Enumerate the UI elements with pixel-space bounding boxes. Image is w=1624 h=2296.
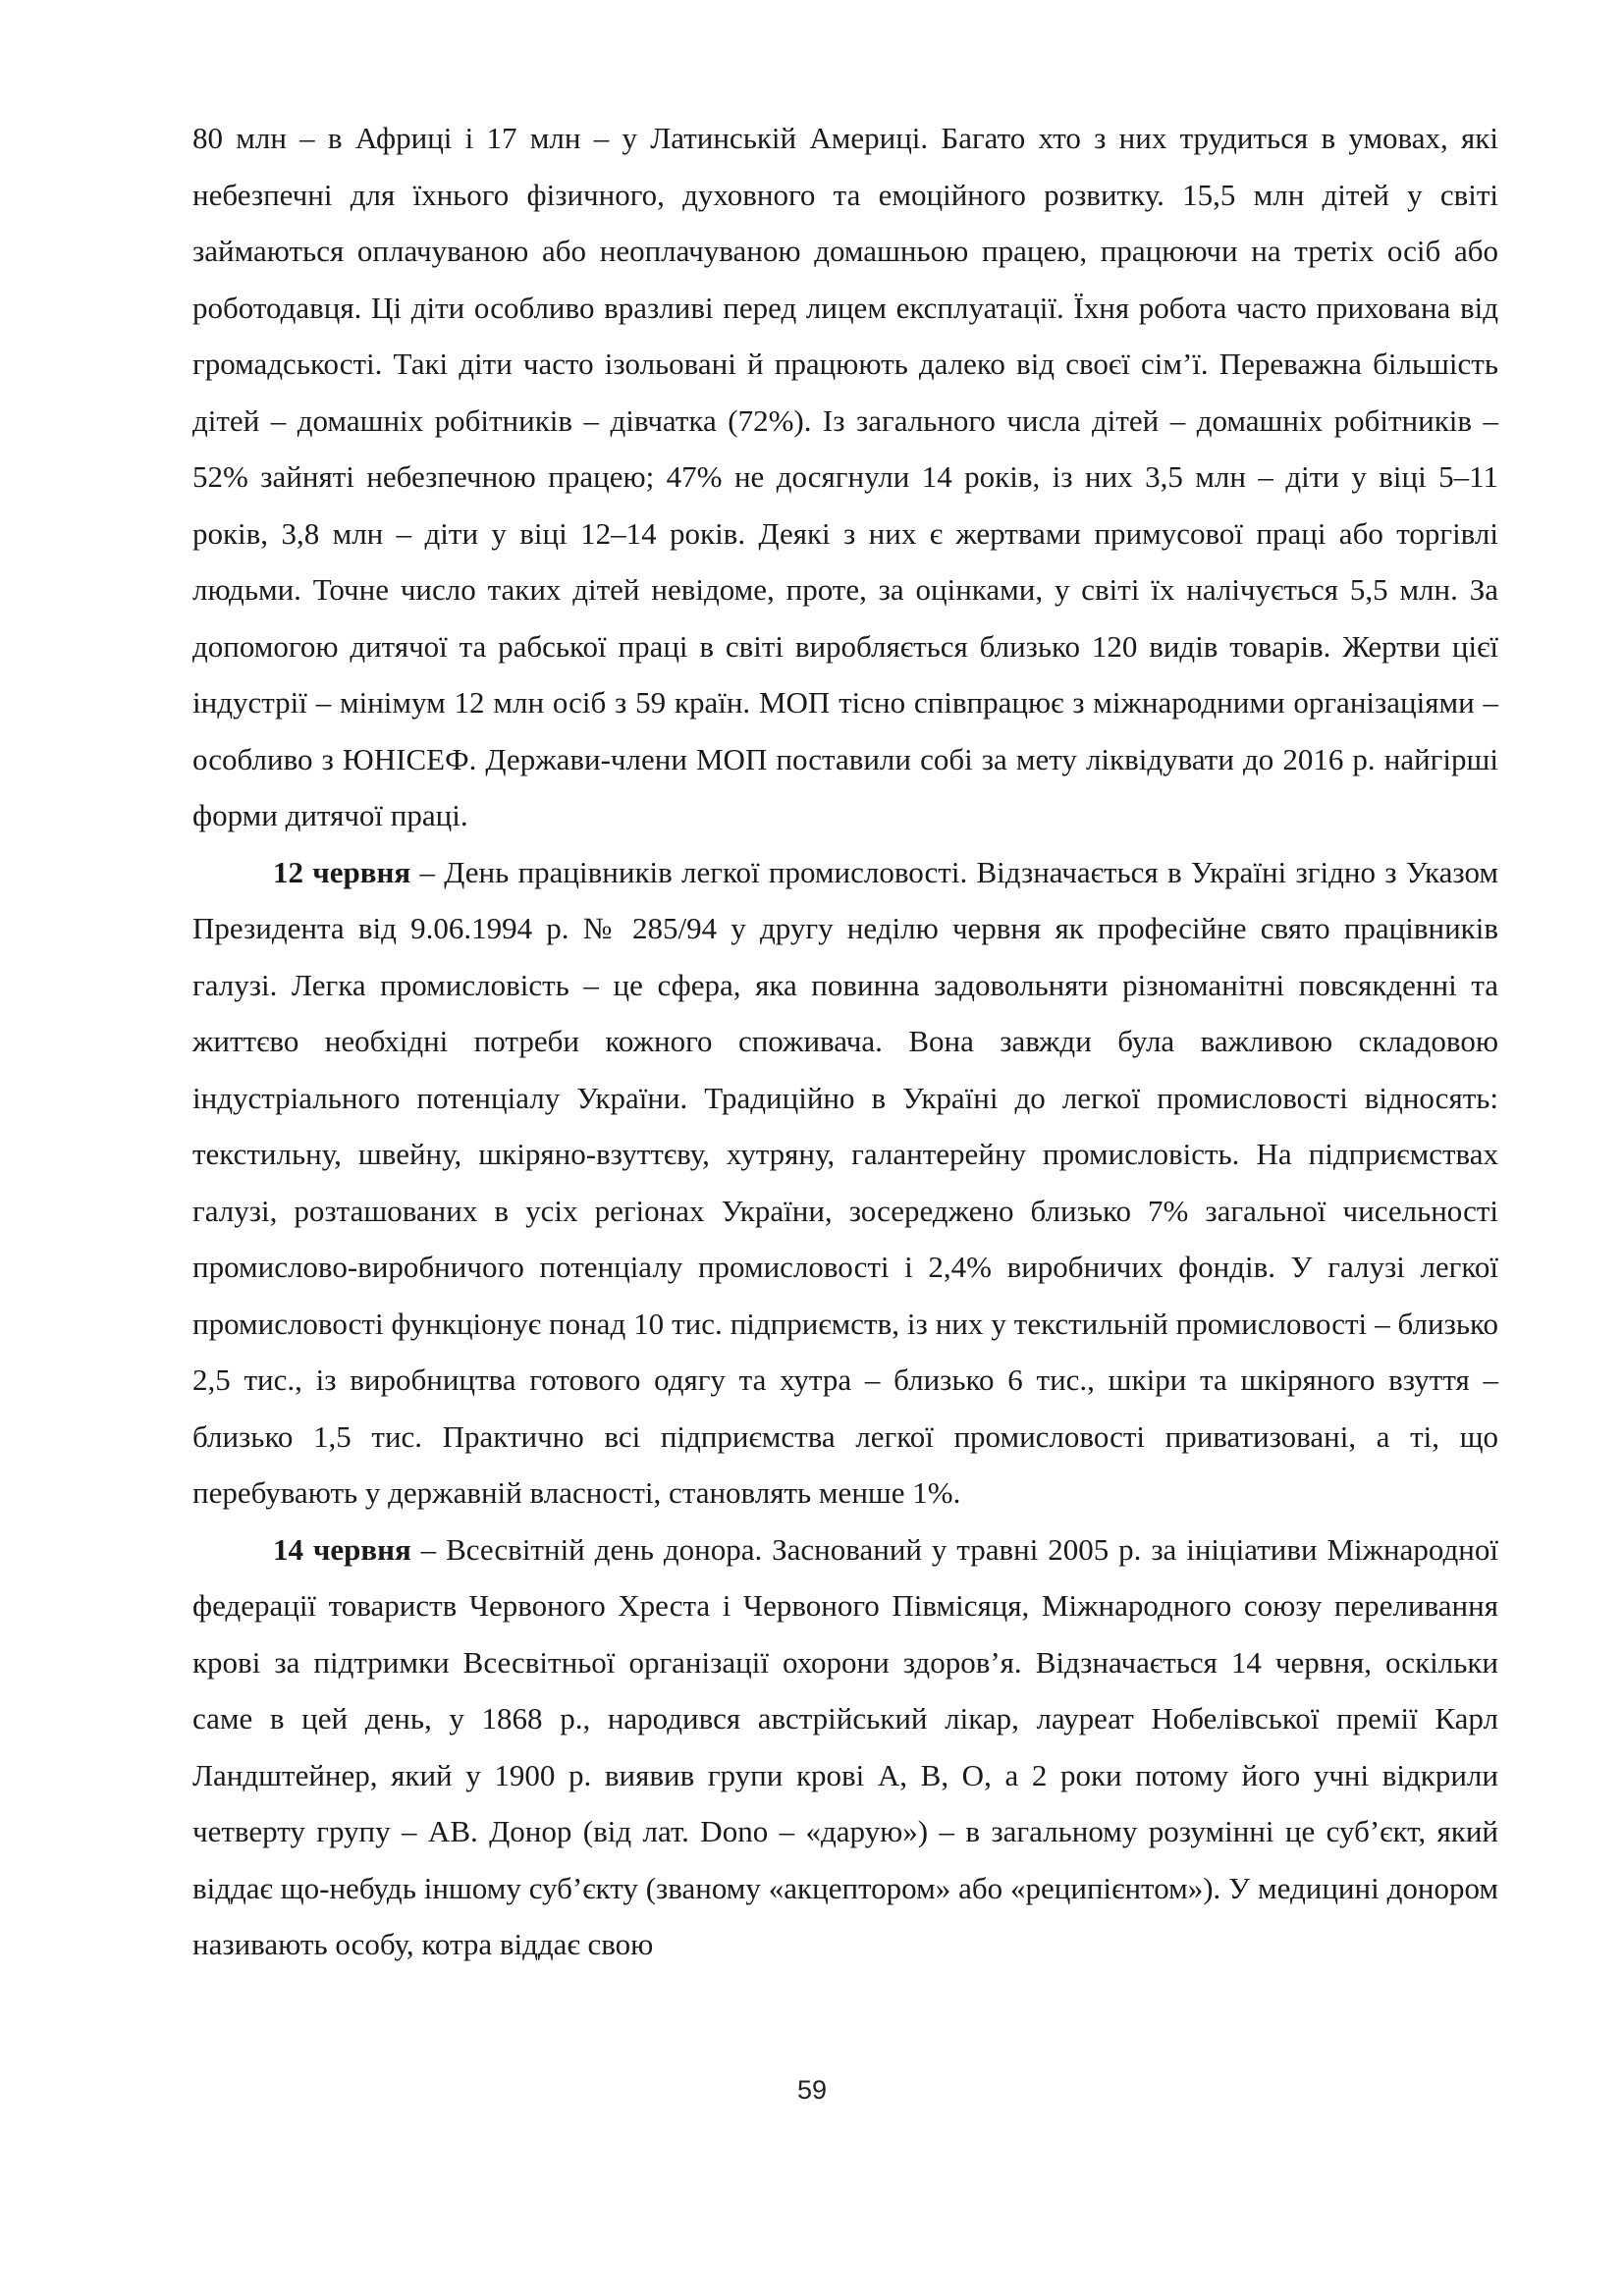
paragraph-date-heading: 14 червня xyxy=(273,1531,411,1567)
paragraph-text: 80 млн – в Африці і 17 млн – у Латинській Америці. Багато хто з них трудиться в умовах, які небезпечні для їхнього фізичного, духовного та емоційного розвитку. 15,5 млн дітей у світі займаються оплачуваною або неоплачуваною домашньою працею, працюючи на третіх осіб або роботодавця. Ці діти особливо вразливі перед лицем експлуатації. Їхня робота часто прихована від громадськості. Такі діти часто ізольовані й працюють далеко від своєї сім’ї. Переважна більшість дітей – домашніх робітників – дівчатка (72%). Із загального числа дітей – домашніх робітників – 52% зайняті небезпечною працею; 47% не досягнули 14 років, із них 3,5 млн – діти у віці 5–11 років, 3,8 млн – діти у віці 12–14 років. Деякі з них є жертвами примусової праці або торгівлі людьми. Точне число таких дітей невідоме, проте, за оцінками, у світі їх налічується 5,5 млн. За допомогою дитячої та рабської праці в світі виробляється близько 120 видів товарів. Жертви цієї індустрії – мінімум 12 млн осіб з 59 країн. МОП тісно співпрацює з міжнародними організаціями – особливо з ЮНІСЕФ. Держави-члени МОП поставили собі за мету ліквідувати до 2016 р. найгірші форми дитячої праці. xyxy=(192,121,1498,832)
page-body xyxy=(192,110,1498,1973)
paragraph-light-industry-day xyxy=(192,844,1498,1522)
paragraph-text: – День працівників легкої промисловості. Відзначається в Україні згідно з Указом Президента від 9.06.1994 р. № 285/94 у другу неділю червня як професійне свято працівників галузі. Легка промисловість – це сфера, яка повинна задовольняти різноманітні повсякденні та життєво необхідні потреби кожного споживача. Вона завжди була важливою складовою індустріального потенціалу України. Традиційно в Україні до легкої промисловості відносять: текстильну, швейну, шкіряно-взуттєву, хутряну, галантерейну промисловість. На підприємствах галузі, розташованих в усіх регіонах України, зосереджено близько 7% загальної чисельності промислово-виробничого потенціалу промисловості і 2,4% виробничих фондів. У галузі легкої промисловості функціонує понад 10 тис. підприємств, із них у текстильній промисловості – близько 2,5 тис., із виробництва готового одягу та хутра – близько 6 тис., шкіри та шкіряного взуття – близько 1,5 тис. Практично всі підприємства легкої промисловості приватизовані, а ті, що перебувають у державній власності, становлять менше 1%. xyxy=(192,854,1498,1510)
paragraph-text: – Всесвітній день донора. Заснований у травні 2005 р. за ініціативи Міжнародної федерації товариств Червоного Хреста і Червоного Півмісяця, Міжнародного союзу переливання крові за підтримки Всесвітньої організації охорони здоров’я. Відзначається 14 червня, оскільки саме в цей день, у 1868 р., народився австрійський лікар, лауреат Нобелівської премії Карл Ландштейнер, який у 1900 р. виявив групи крові А, В, О, а 2 роки потому його учні відкрили четверту групу – АВ. Донор (від лат. Dono – «дарую») – в загальному розумінні це суб’єкт, який віддає що-небудь іншому суб’єкту (званому «акцептором» або «реципієнтом»). У медицині донором називають особу, котра віддає свою xyxy=(192,1531,1498,1961)
paragraph-child-labour xyxy=(192,110,1498,844)
paragraph-donor-day xyxy=(192,1522,1498,1973)
paragraph-date-heading: 12 червня xyxy=(273,854,411,889)
page-number: 59 xyxy=(796,2075,828,2105)
